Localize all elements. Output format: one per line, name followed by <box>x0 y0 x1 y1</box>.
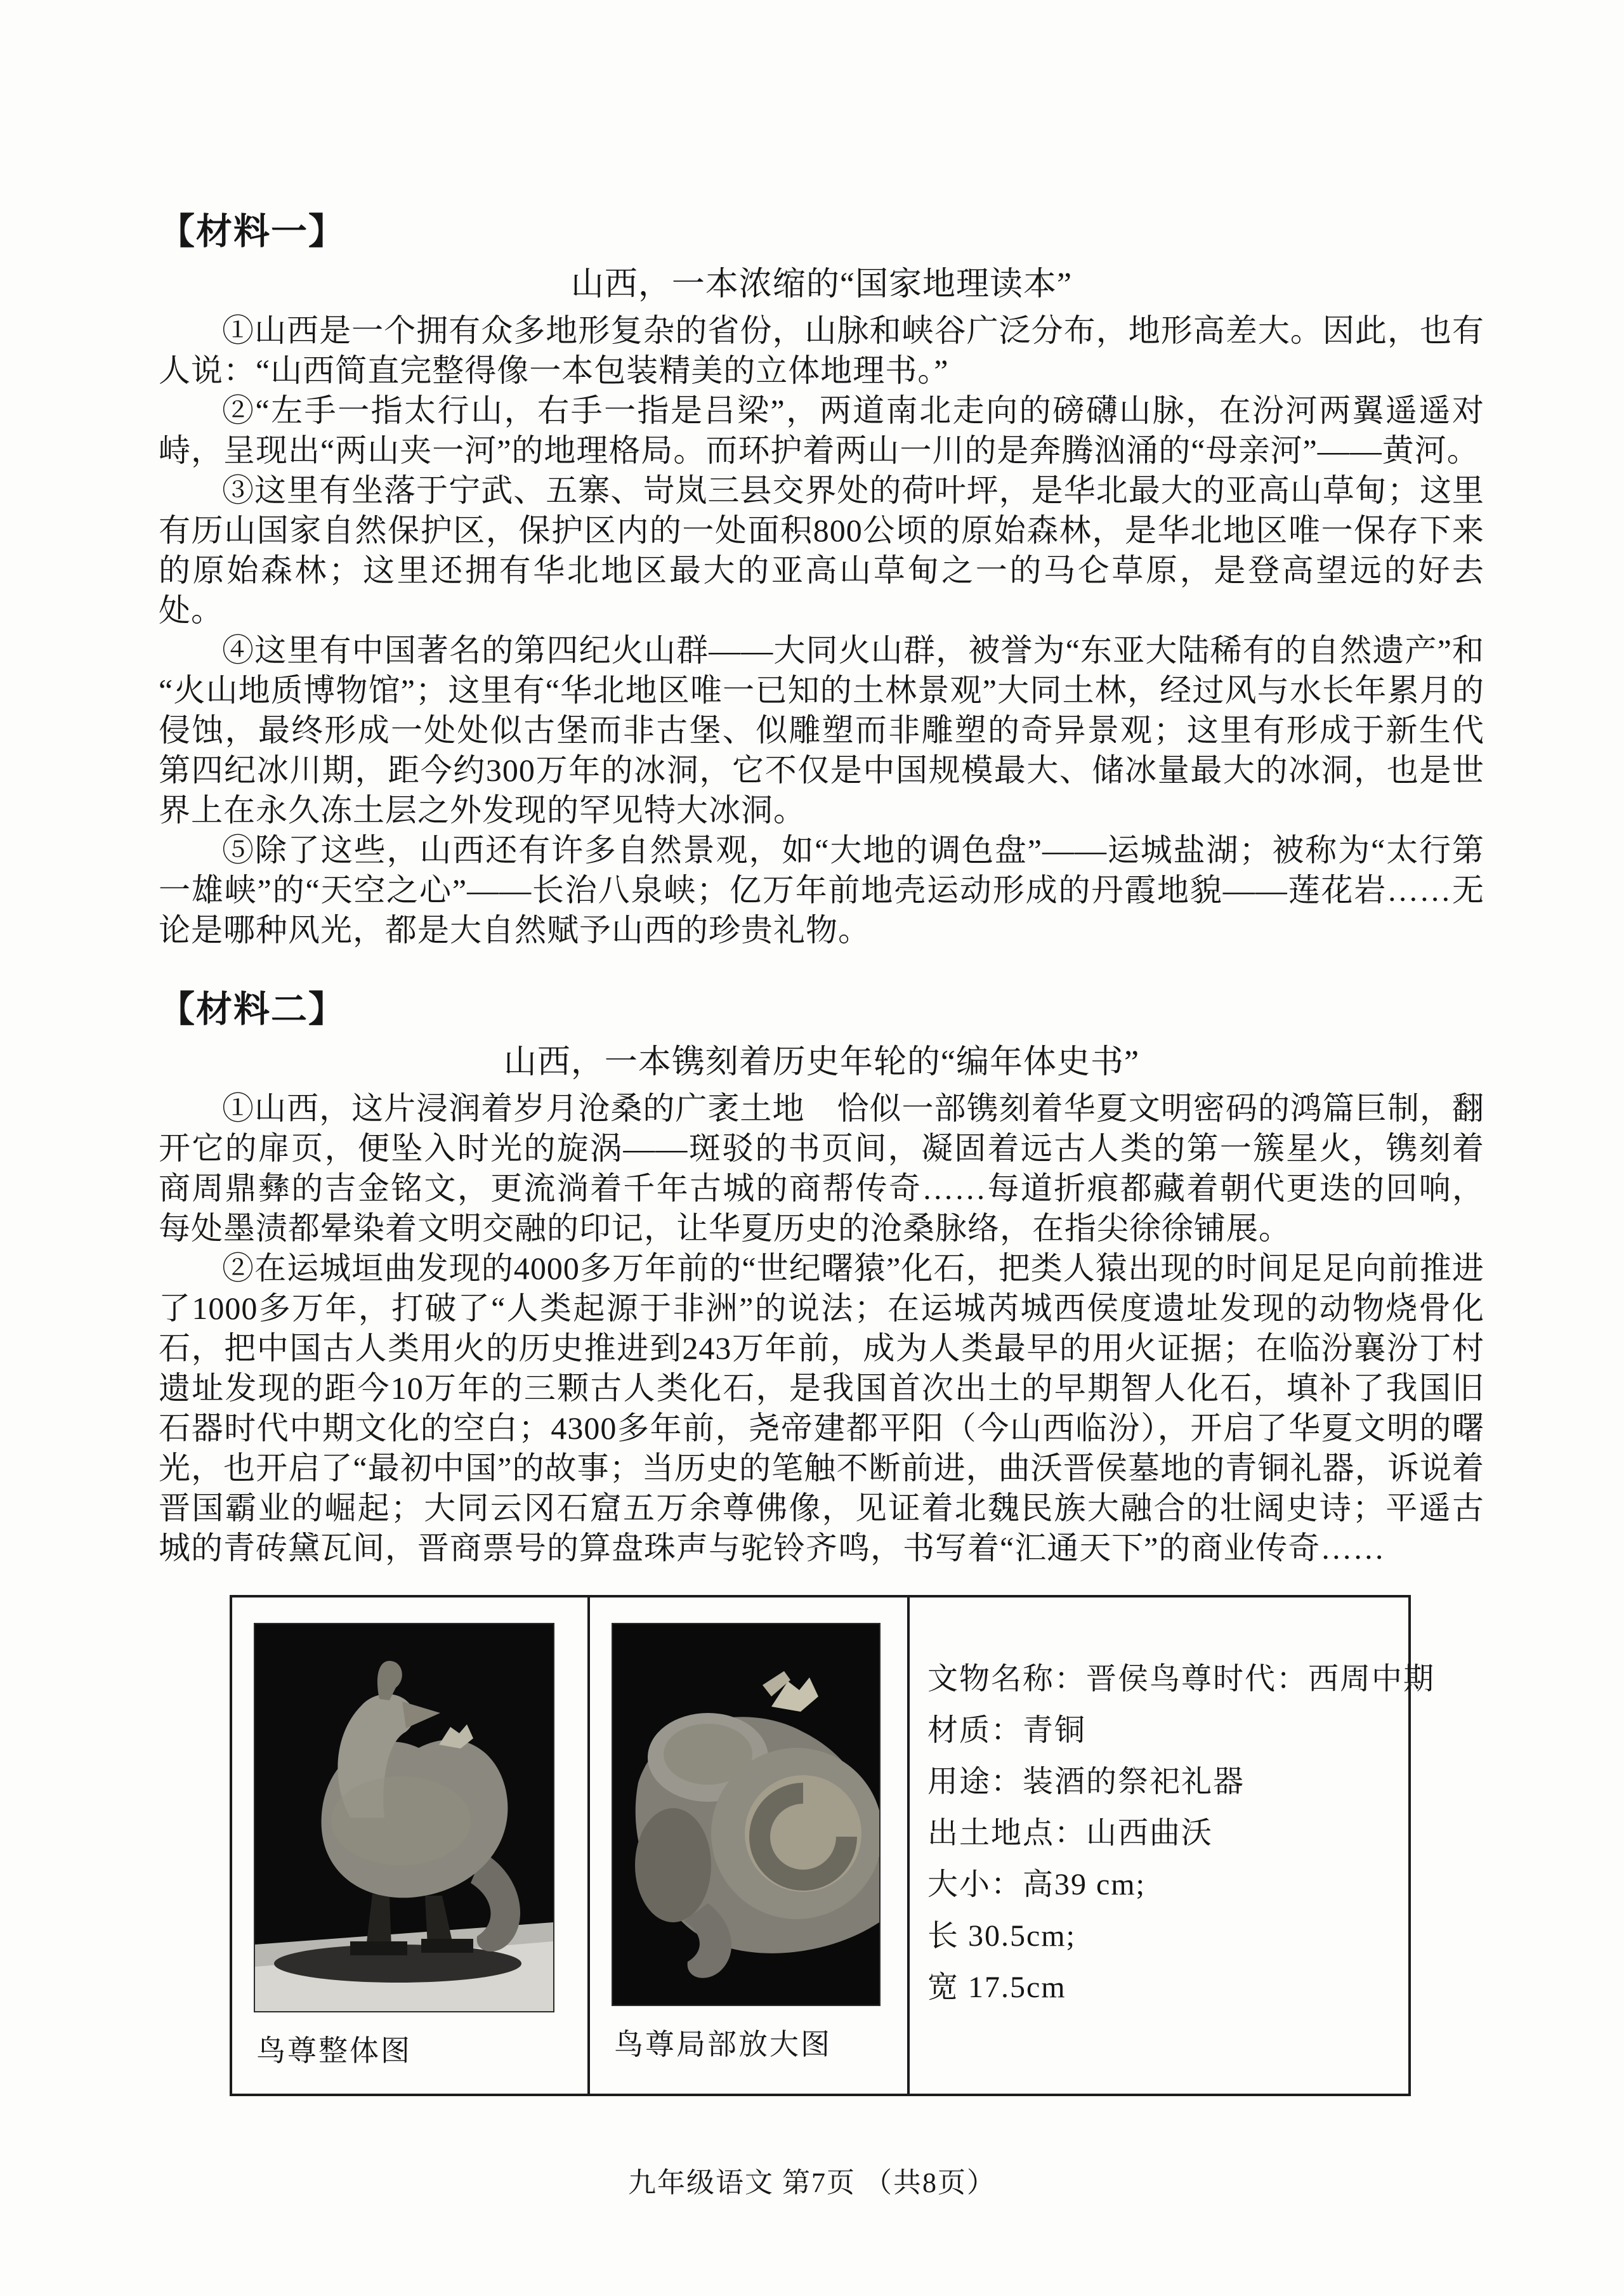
artifact-whole-cell <box>231 1596 589 2095</box>
material-1-paragraph-5: ⑤除了这些，山西还有许多自然景观，如“大地的调色盘”——运城盐湖；被称为“太行第一雄峡”的“天空之心”——长治八泉峡；亿万年前地壳运动形成的丹霞地貌——莲花岩……无论是哪种风光，都是大自然赋予山西的珍贵礼物。 <box>159 832 1484 948</box>
page-footer: 九年级语文 第7页 （共8页） <box>628 2167 996 2198</box>
page-content <box>159 209 1484 2096</box>
bird-zun-detail-svg <box>613 1624 879 2005</box>
material-1-paragraph-3: ③这里有坐落于宁武、五寨、岢岚三县交界处的荷叶坪，是华北最大的亚高山草甸；这里有历山国家自然保护区，保护区内的一处面积800公顷的原始森林，是华北地区唯一保存下来的原始森林；这里还拥有华北地区最大的亚高山草甸之一的马仑草原，是登高望远的好去处。 <box>159 473 1484 628</box>
material-2-paragraph-2: ②在运城垣曲发现的4000多万年前的“世纪曙猿”化石，把类人猿出现的时间足足向前推进了1000多万年，打破了“人类起源于非洲”的说法；在运城芮城西侯度遗址发现的动物烧骨化石，把中国古人类用火的历史推进到243万年前，成为人类最早的用火证据；在临汾襄汾丁村遗址发现的距今10万年的三颗古人类化石，是我国首次出土的早期智人化石，填补了我国旧石器时代中期文化的空白；4300多年前，尧帝建都平阳（今山西临汾），开启了华夏文明的曙光，也开启了“最初中国”的故事；当历史的笔触不断前进，曲沃晋侯墓地的青铜礼器，诉说着晋国霸业的崛起；大同云冈石窟五万余尊佛像，见证着北魏民族大融合的壮阔史诗；平遥古城的青砖黛瓦间，晋商票号的算盘珠声与驼铃齐鸣，书写着“汇通天下”的商业传奇…… <box>159 1250 1484 1566</box>
material-2-section <box>159 987 1484 1568</box>
material-1-title: 山西，一本浓缩的“国家地理读本” <box>570 266 1073 303</box>
artifact-detail-cell <box>589 1596 908 2095</box>
material-1-paragraph-4: ④这里有中国著名的第四纪火山群——大同火山群，被誉为“东亚大陆稀有的自然遗产”和“火山地质博物馆”；这里有“华北地区唯一已知的土林景观”大同土林，经过风与水长年累月的侵蚀，最终形成一处处似古堡而非古堡、似雕塑而非雕塑的奇异景观；这里有形成于新生代第四纪冰川期，距今约300万年的冰洞，它不仅是中国规模最大、储冰量最大的冰洞，也是世界上在永久冻土层之外发现的罕见特大冰洞。 <box>159 633 1484 828</box>
artifact-info-use: 用途：装酒的祭祀礼器 <box>927 1765 1245 1799</box>
bird-zun-overall-image <box>255 1624 553 2011</box>
artifact-whole-caption: 鸟尊整体图 <box>256 2035 412 2067</box>
artifact-info-size-height: 大小：高39 cm; <box>927 1868 1146 1901</box>
material-1-section <box>159 209 1484 950</box>
material-2-title: 山西，一本镌刻着历史年轮的“编年体史书” <box>503 1044 1140 1080</box>
artifact-info-material: 材质：青铜 <box>927 1714 1087 1747</box>
material-1-paragraph-2: ②“左手一指太行山，右手一指是吕梁”，两道南北走向的磅礴山脉，在汾河两翼遥遥对峙，呈现出“两山夹一河”的地理格局。而环护着两山一川的是奔腾汹涌的“母亲河”——黄河。 <box>159 393 1484 468</box>
artifact-table-wrap <box>230 1595 1484 2096</box>
material-1-heading: 【材料一】 <box>159 212 346 252</box>
artifact-info-name: 文物名称：晋侯鸟尊时代：西周中期 <box>927 1662 1436 1696</box>
artifact-whole-figure <box>232 1597 587 2094</box>
artifact-info-size-length: 长 30.5cm; <box>927 1919 1076 1953</box>
material-2-heading: 【材料二】 <box>159 990 346 1030</box>
artifact-detail-figure <box>590 1597 907 2087</box>
artifact-detail-caption: 鸟尊局部放大图 <box>614 2028 832 2061</box>
bird-zun-overall-svg <box>255 1624 553 2011</box>
material-1-paragraph-1: ①山西是一个拥有众多地形复杂的省份，山脉和峡谷广泛分布，地形高差大。因此，也有人说：“山西简直完整得像一本包装精美的立体地理书。” <box>159 313 1484 388</box>
artifact-table <box>230 1595 1436 2096</box>
bird-zun-detail-image <box>613 1624 879 2005</box>
artifact-info-list <box>910 1597 1436 2013</box>
artifact-info-size-width: 宽 17.5cm <box>927 1971 1066 2004</box>
artifact-info-cell <box>908 1596 1436 2095</box>
artifact-table-row <box>231 1596 1410 2095</box>
artifact-info-excavation-site: 出土地点：山西曲沃 <box>927 1816 1214 1850</box>
section-gap <box>159 950 1484 987</box>
material-2-paragraph-1: ①山西，这片浸润着岁月沧桑的广袤土地 恰似一部镌刻着华夏文明密码的鸿篇巨制，翻开它的扉页，便坠入时光的旋涡——斑驳的书页间，凝固着远古人类的第一簇星火，镌刻着商周鼎彝的吉金铭文，更流淌着千年古城的商帮传奇……每道折痕都藏着朝代更迭的回响，每处墨渍都晕染着文明交融的印记，让华夏历史的沧桑脉络，在指尖徐徐铺展。 <box>159 1091 1484 1246</box>
